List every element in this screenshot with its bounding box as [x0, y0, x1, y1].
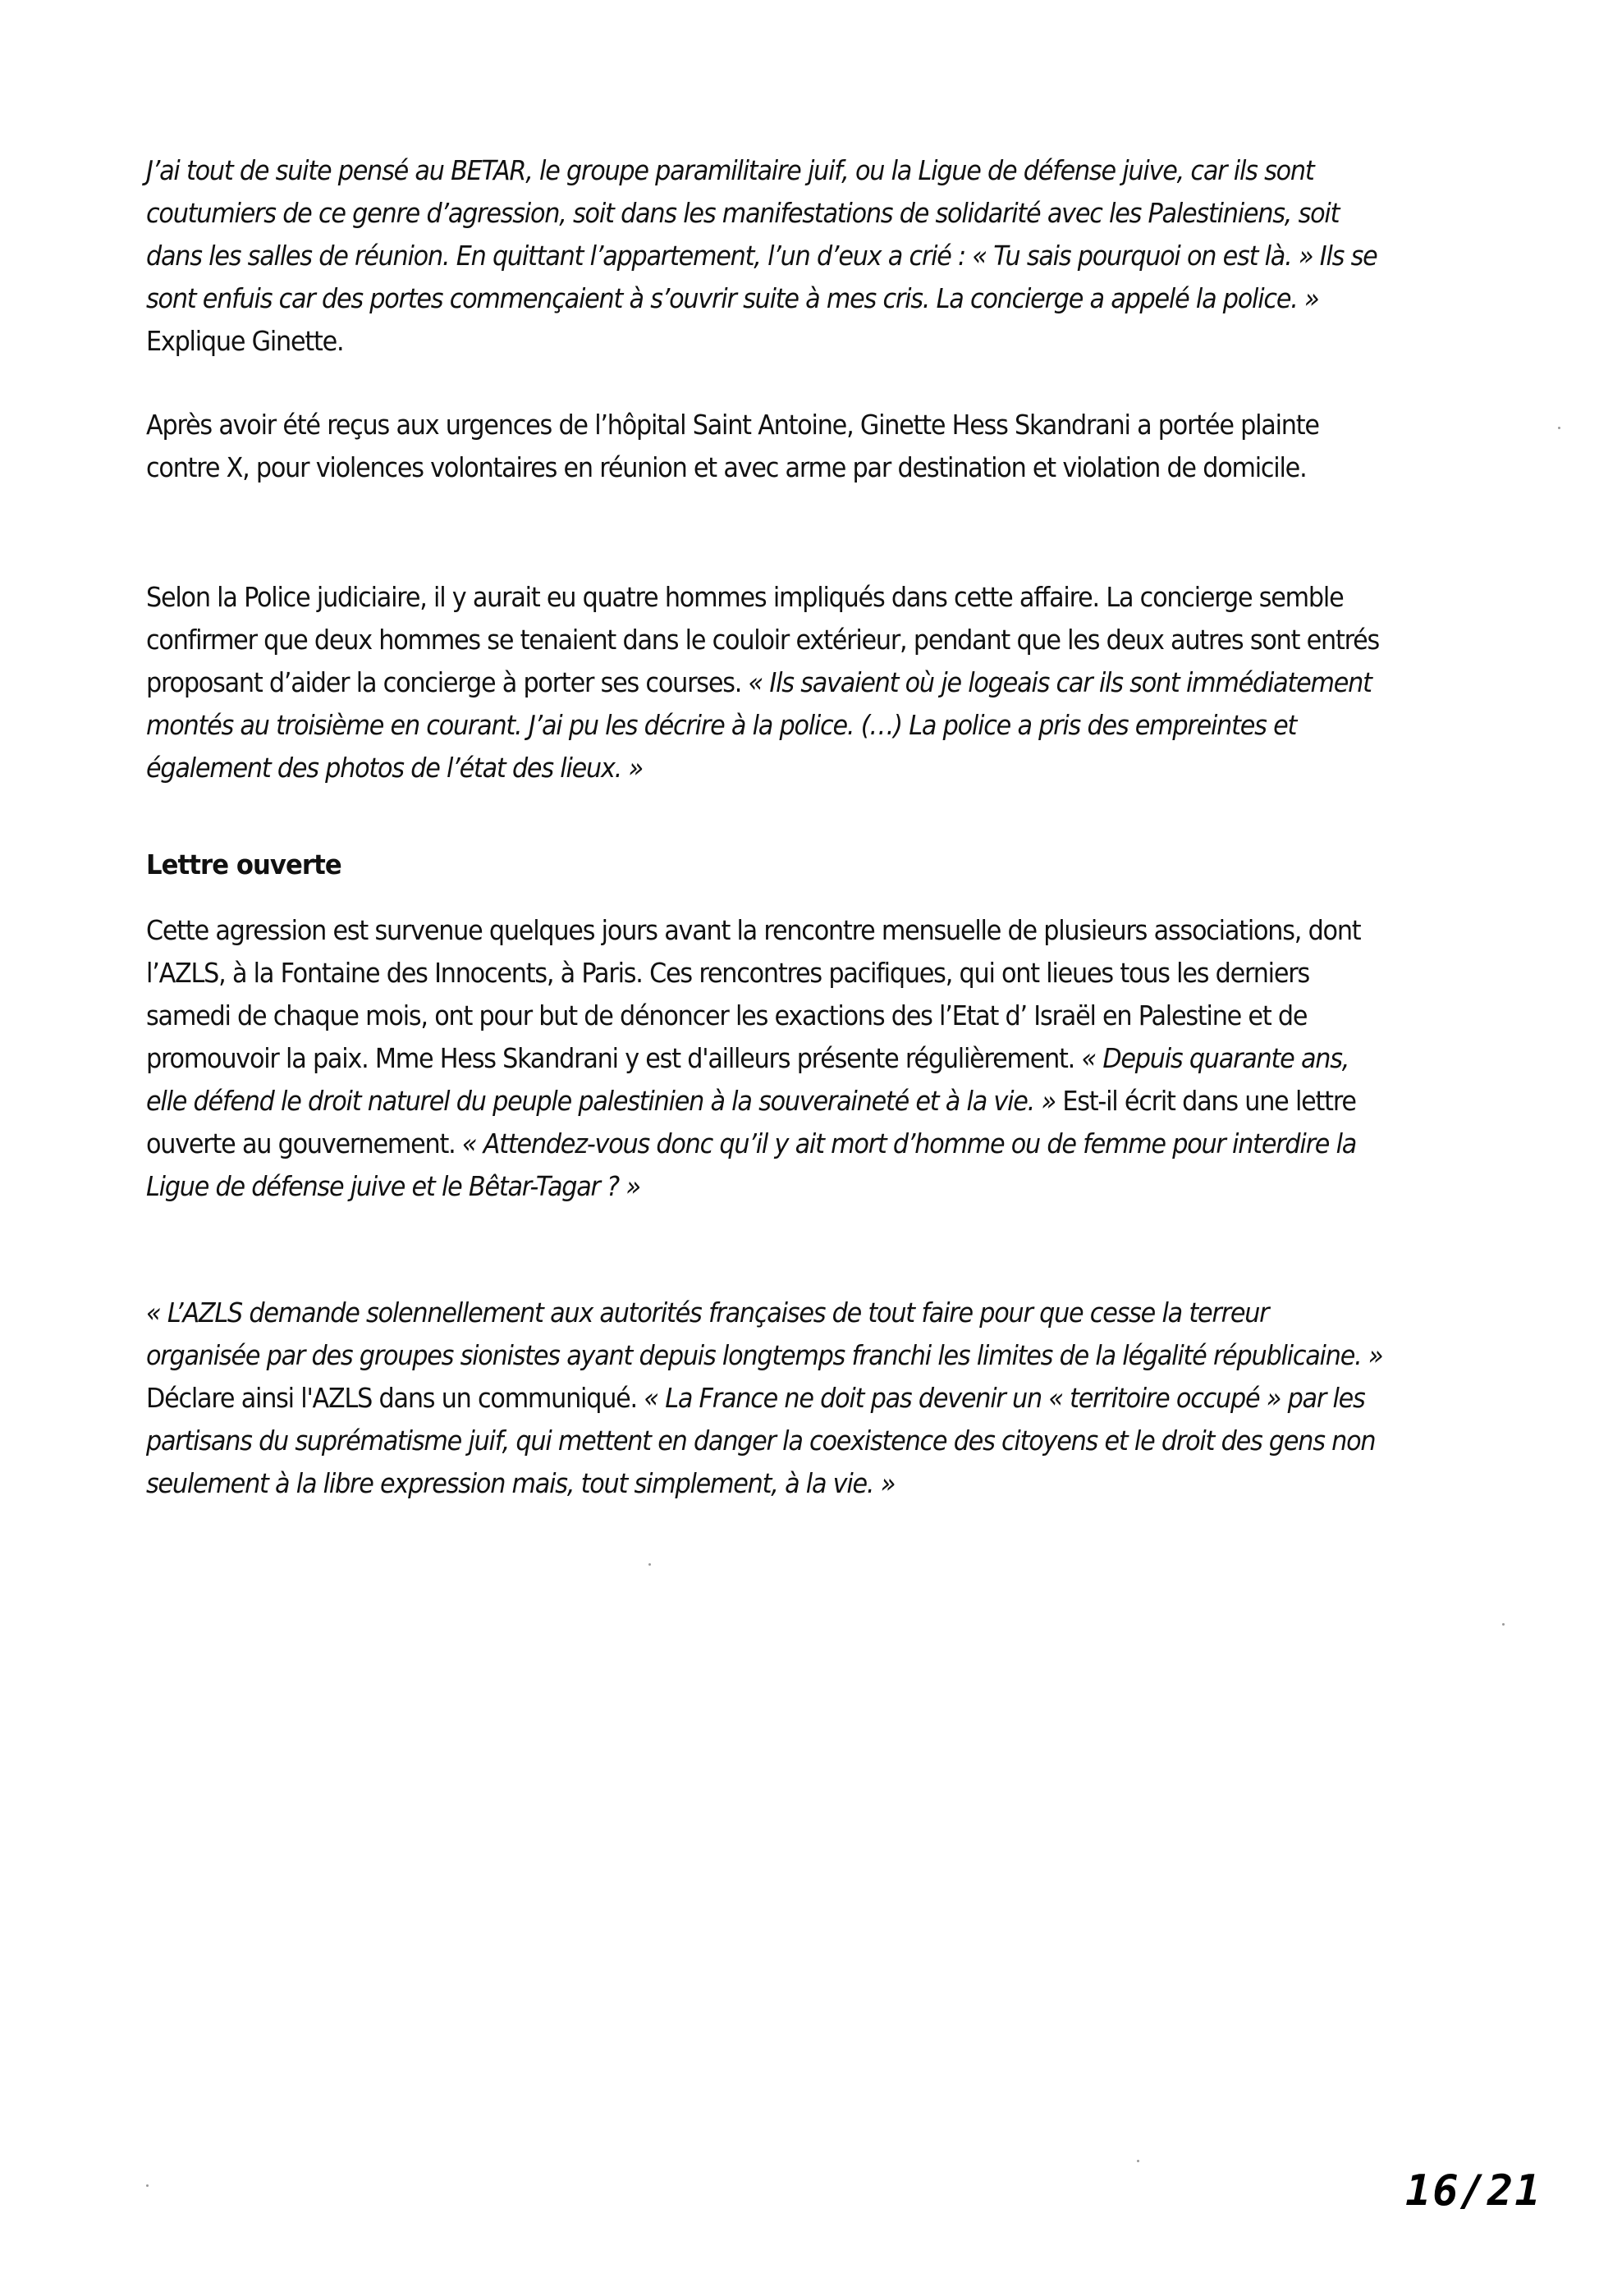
scan-speck: [648, 1563, 651, 1566]
paragraph-betar-quote: [146, 149, 1383, 363]
section-heading: Lettre ouverte: [146, 848, 341, 880]
text-run: « La France ne doit pas devenir un « territoire occupé » par les partisans du suprématisme juif, qui mettent en danger la coexistence des citoyens et le droit des gens non seulement à la libre expression mais, tout simplement, à la vie. »: [146, 1383, 1376, 1499]
paragraph-azls-communique: [146, 1292, 1383, 1505]
scan-speck: [1558, 427, 1560, 429]
text-run: Selon la Police judiciaire, il y aurait eu quatre hommes impliqués dans cette affaire. La concierge semble confirmer que deux hommes se tenaient dans le couloir extérieur, pendant que les deux autres sont entrés proposant d’aider la concierge à porter ses courses.: [146, 582, 1380, 698]
text-run: Déclare ainsi l'AZLS dans un communiqué.: [146, 1383, 644, 1414]
text-run: « Depuis quarante ans, elle défend le droit naturel du peuple palestinien à la souveraineté et à la vie. »: [146, 1043, 1349, 1117]
text-run: « L’AZLS demande solennellement aux autorités françaises de tout faire pour que cesse la terreur organisée par des groupes sionistes ayant depuis longtemps franchi les limites de la légalité républicaine. »: [146, 1297, 1383, 1371]
paragraph-complaint: [146, 404, 1383, 489]
text-run: Est-il écrit dans une lettre ouverte au gouvernement.: [146, 1086, 1356, 1159]
scan-speck: [1137, 2160, 1139, 2162]
scan-speck: [1502, 1623, 1505, 1626]
handwritten-page-number: 16/21: [1405, 2166, 1542, 2216]
text-run: Après avoir été reçus aux urgences de l’hôpital Saint Antoine, Ginette Hess Skandrani a portée plainte contre X, pour violences volontaires en réunion et avec arme par destination et violation de domicile.: [146, 409, 1319, 483]
paragraph-police-judiciaire: [146, 576, 1383, 789]
text-run: J’ai tout de suite pensé au BETAR, le groupe paramilitaire juif, ou la Ligue de défense juive, car ils sont coutumiers de ce genre d’agression, soit dans les manifestations de solidarité avec les Palestiniens, soit dans les salles de réunion. En quittant l’appartement, l’un d’eux a crié : « Tu sais pourquoi on est là. » Ils se sont enfuis car des portes commençaient à s’ouvrir suite à mes cris. La concierge a appelé la police. »: [146, 155, 1377, 314]
text-run: « Ils savaient où je logeais car ils sont immédiatement montés au troisième en courant. J’ai pu les décrire à la police. (…) La police a pris des empreintes et également des photos de l’état des lieux. »: [146, 667, 1372, 784]
paragraph-open-letter: [146, 909, 1383, 1208]
text-run: Cette agression est survenue quelques jours avant la rencontre mensuelle de plusieurs associations, dont l’AZLS, à la Fontaine des Innocents, à Paris. Ces rencontres pacifiques, qui ont lieues tous les derniers samedi de chaque mois, ont pour but de dénoncer les exactions des l’Etat d’ Israël en Palestine et de promouvoir la paix. Mme Hess Skandrani y est d'ailleurs présente régulièrement.: [146, 915, 1361, 1074]
text-run: Explique Ginette.: [146, 326, 344, 357]
text-run: « Attendez-vous donc qu’il y ait mort d’homme ou de femme pour interdire la Ligue de défense juive et le Bêtar-Tagar ? »: [146, 1128, 1357, 1202]
scan-speck: [146, 2184, 149, 2187]
